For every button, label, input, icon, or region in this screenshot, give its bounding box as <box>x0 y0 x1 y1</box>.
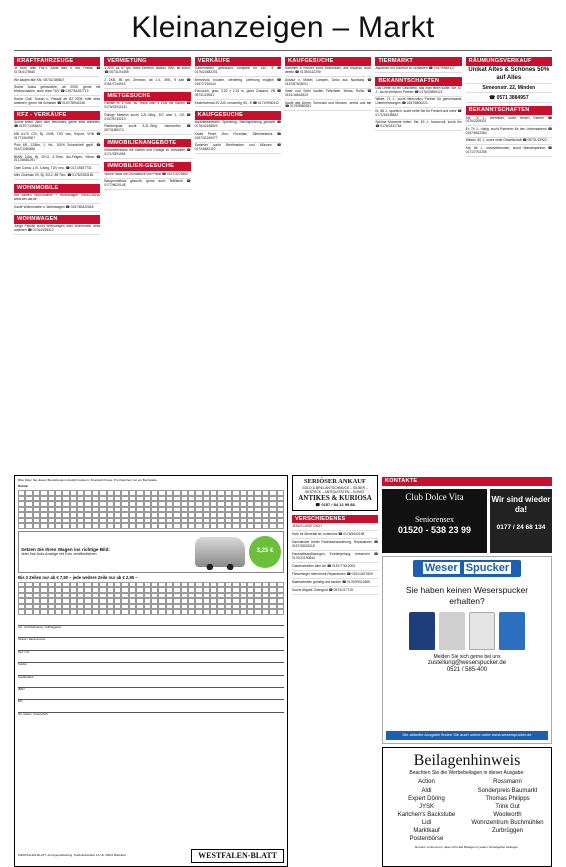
page-title: Kleinanzeigen – Markt <box>131 11 435 44</box>
club-phone: 01520 - 538 23 99 <box>397 524 472 535</box>
letter-cell[interactable] <box>158 523 165 529</box>
coupon-letter-grid[interactable] <box>18 490 284 529</box>
letter-cell[interactable] <box>48 609 55 615</box>
letter-cell[interactable] <box>99 523 106 529</box>
letter-cell[interactable] <box>99 609 106 615</box>
publisher-address: WESTFALEN-BLATT, Anzeigenabteilung, Sudbrackstraße 14-18, 33611 Bielefeld <box>18 853 126 858</box>
classified-ad: Sie, 66 J., naturverbunden, sucht Wanderpartner ☎ 0171/7702255 <box>466 147 552 157</box>
classified-ad: Suche Autos gebrauchte, ab 2005, gerne mit Motorschaden, auch ohne TÜV ☎ 0157/51287713 <box>14 86 100 96</box>
beilage-item <box>467 835 548 843</box>
wir-text: Wir sind wieder da! <box>491 494 551 514</box>
wir-ad <box>490 489 552 553</box>
beilagen-title: Beilagenhinweis <box>413 751 521 769</box>
coupon-letter-grid-2[interactable] <box>18 582 284 615</box>
beilage-item: Marktkauf <box>413 827 440 834</box>
classified-ad: Dachdecker bietet Flachdachsanierung, Reparaturen ☎ 0157/28033115 <box>292 541 378 551</box>
weserspucker-logo <box>413 560 521 577</box>
letter-cell[interactable] <box>225 523 232 529</box>
letter-cell[interactable] <box>18 609 25 615</box>
coupon-field[interactable] <box>18 693 284 703</box>
classified-ad: Je Auto, aller Fhz.v. Zahle faire u. bar. Preise. ☎ 0178/4175540 <box>14 67 100 77</box>
letter-cell[interactable] <box>92 523 99 529</box>
classified-ad: Er, 74 J., rüstig, sucht Partnerin für den Lebensabend ☎ 0157/6612384 <box>466 128 552 138</box>
letter-cell[interactable] <box>40 609 47 615</box>
classified-ad: Simeonstr. 22, Minden <box>466 85 552 93</box>
beilagen-subtitle: Beachten Sie die Werbebeilagen in dieser Ausgabe: <box>409 770 525 777</box>
coupon-field[interactable] <box>18 706 284 716</box>
coupon-field[interactable] <box>18 644 284 654</box>
letter-cell[interactable] <box>77 609 84 615</box>
beilage-item: Karlchen's Backstube <box>397 811 456 818</box>
classified-ad: Kaufe Wohnmobile u. Wohnwagen ☎ 0157/83422618 <box>14 206 100 212</box>
letter-cell[interactable] <box>203 609 210 615</box>
rubrik-label: Rubrik: <box>18 483 29 488</box>
beilage-item: Wohnzentrum Buchmühlen <box>471 819 544 826</box>
beilage-item: Expert Döring <box>408 795 445 802</box>
field-label: Kreditinstitut <box>18 674 34 679</box>
beilage-item: Thomas Philipps <box>485 795 530 802</box>
letter-cell[interactable] <box>173 609 180 615</box>
coupon-field[interactable] <box>18 619 284 629</box>
promo-title: Setzen Sie Ihren Wagen ins richtige Bild: <box>21 546 110 552</box>
letter-cell[interactable] <box>114 523 121 529</box>
letter-cell[interactable] <box>158 609 165 615</box>
letter-cell[interactable] <box>217 523 224 529</box>
classified-ad: Rentnerpaar sucht 3-Zi.-Whg., barrierefrei ☎ 05731/88174 <box>104 125 190 135</box>
letter-cell[interactable] <box>166 609 173 615</box>
classified-ad: JESUS LIEBT DICH <box>292 525 378 531</box>
classified-ad: Baugrundstück gesucht, gerne auch Teilfläche ☎ 0177/6620148 <box>104 180 190 190</box>
beilage-item: Woolworth <box>493 811 522 818</box>
letter-cell[interactable] <box>107 523 114 529</box>
beilage-item: Postenbörse <box>409 836 444 843</box>
letter-cell[interactable] <box>107 609 114 615</box>
classified-ad: Wir kaufen alle Kfz. 05731/186827 <box>14 79 100 85</box>
letter-cell[interactable] <box>195 523 202 529</box>
bin-icon <box>409 612 435 650</box>
section-heading: BEKANNTSCHAFTEN <box>375 77 461 86</box>
letter-cell[interactable] <box>48 523 55 529</box>
classified-ad: Suche Haus mit Grundstück von Privat ☎ 0157/3276600 <box>104 173 190 179</box>
field-line[interactable] <box>18 693 284 700</box>
letter-cell[interactable] <box>92 609 99 615</box>
field-line[interactable] <box>18 681 284 688</box>
classifieds-columns <box>14 55 552 475</box>
classified-ad: Witwe, 71 J., sucht liebevollen Partner für gemeinsame Unternehmungen ☎ 0157/8800221 <box>375 98 461 108</box>
weserspucker-ad <box>382 556 552 744</box>
bin-icon <box>439 612 465 650</box>
section-heading: RÄUMUNGSVERKAUF <box>466 57 552 66</box>
coupon-intro: Bitte füllen Sie diesen Bestellcoupon deutlich lesbar in Druckschrift aus. Pro Kästchen nur ein Buchstabe. <box>18 478 158 482</box>
field-label: IBAN <box>18 686 25 691</box>
field-label: Vor- und Nachname / Auftraggeber <box>18 624 62 629</box>
field-line[interactable] <box>18 631 284 638</box>
club-ad <box>382 489 487 553</box>
field-label: BIC <box>18 699 23 704</box>
letter-cell[interactable] <box>195 609 202 615</box>
classified-ad: Kaufe alte Uhren, Schmuck und Münzen, seriös und fair ☎ 0176/5580331 <box>285 102 371 112</box>
letter-cell[interactable] <box>121 523 128 529</box>
letter-cell[interactable] <box>40 523 47 529</box>
classified-column <box>195 55 281 475</box>
classified-ad: Haushaltsauflösungen, Entrümpelung, besenrein ☎ 0176/22190844 <box>292 553 378 563</box>
letter-cell[interactable] <box>181 609 188 615</box>
letter-cell[interactable] <box>84 609 91 615</box>
classified-ad: Ankauf v. Möbel, Lampen, Deko aus Nachlass ☎ 0157/87634001 <box>285 79 371 89</box>
classified-ad: Vater und Sohn kaufen Fahrräder, Mofas, Roller ☎ 0151/16644923 <box>285 90 371 100</box>
section-heading: VERMIETUNG <box>104 57 190 66</box>
bins-illustration <box>409 612 525 650</box>
section-heading: WOHNMOBILE <box>14 184 100 193</box>
section-heading-verschiedenes: VERSCHIEDENES <box>292 515 378 524</box>
beilagen-note: Es kann vorkommen, dass nicht alle Beilagen in jedem Verteilgebiet beiliegen. <box>415 845 519 850</box>
weser-phone: 0521 / 585-400 <box>446 667 488 674</box>
letter-cell[interactable] <box>262 609 269 615</box>
beilagen-box <box>382 747 552 867</box>
field-label: Ort, Datum, Unterschrift <box>18 711 48 716</box>
logo-part-b: Spucker <box>465 561 510 574</box>
letter-cell[interactable] <box>240 609 247 615</box>
letter-cell[interactable] <box>210 609 217 615</box>
letter-cell[interactable] <box>188 523 195 529</box>
classified-ad: Modelleisenbahn, Spielzeug, Blechspielzeug gesucht ☎ 0176/42198820 <box>195 121 281 131</box>
letter-cell[interactable] <box>277 523 284 529</box>
classified-ad: Mini Clubman 09, Bj. 2012, 88 Tkm, ☎ 0176/2283165 <box>14 174 100 180</box>
letter-cell[interactable] <box>62 523 69 529</box>
classified-ad: Brennholz, trocken, ofenfertig, Lieferung möglich ☎ 0157/7210044 <box>195 79 281 89</box>
section-heading: WOHNWAGEN <box>14 215 100 224</box>
section-heading: IMMOBILIENANGEBOTE <box>104 139 190 148</box>
classified-ad: Opel Corsa, 1.0l, 3-türig, TÜV neu, ☎ 0171/5527731 <box>14 167 100 173</box>
field-line[interactable] <box>18 669 284 676</box>
bin-icon <box>499 612 525 650</box>
classified-ad: Aquarium mit Zubehör zu verkaufen ☎ 0157/9982417 <box>375 67 461 73</box>
letter-cell[interactable] <box>232 523 239 529</box>
coupon-field[interactable] <box>18 681 284 691</box>
classified-ad: Unikat Altes & Schönes 50% auf Alles <box>466 67 552 83</box>
right-column <box>382 475 552 867</box>
field-label: PLZ / Ort <box>18 649 30 654</box>
classified-ad: Schöne Momente teilen: Sie, 63 J., humorvoll, sucht Ihn ☎ 0176/2331764 <box>375 121 461 131</box>
service-column <box>292 475 378 867</box>
field-label: Straße / Hausnummer <box>18 637 46 642</box>
letter-cell[interactable] <box>129 523 136 529</box>
letter-cell[interactable] <box>247 609 254 615</box>
classified-ad: ☎ 0571 3884957 <box>466 95 552 103</box>
beilage-item: Action <box>418 779 435 786</box>
beilage-item: Sonderpreis Baumarkt <box>477 787 538 794</box>
section-heading: VERKÄUFE <box>195 57 281 66</box>
weser-footer[interactable]: Die aktuelle Ausgabe finden Sie auch online unter www.weserspucker.de <box>386 731 548 740</box>
weser-contact-intro: Melden Sie sich gerne bei uns <box>433 653 501 660</box>
letter-cell[interactable] <box>55 609 62 615</box>
classified-ad: Kaufe Pelze, Zinn, Porzellan, Silberbesteck ☎ 0157/31240077 <box>195 133 281 143</box>
classified-ad: Polo 6R, 12/Bm, 1. Hd., 100% Scheckheft gepfl. ☎ 0157/1284466 <box>14 144 100 154</box>
letter-cell[interactable] <box>151 609 158 615</box>
letter-cell[interactable] <box>70 523 77 529</box>
letter-cell[interactable] <box>232 609 239 615</box>
letter-cell[interactable] <box>181 523 188 529</box>
kontakte-ads <box>382 489 552 553</box>
section-heading-kontakte: KONTAKTE <box>382 477 552 486</box>
section-heading: IMMOBILIEN-GESUCHE <box>104 162 190 171</box>
letter-cell[interactable] <box>25 609 32 615</box>
club-sub: Seniorensex <box>414 514 455 524</box>
weser-question: Sie haben keinen Weserspucker erhalten? <box>405 585 529 606</box>
letter-cell[interactable] <box>269 609 276 615</box>
price-badge: 3,25 € <box>249 536 281 568</box>
letter-cell[interactable] <box>77 523 84 529</box>
beilagen-list <box>386 778 548 843</box>
classified-ad: Malerarbeiten günstig und sauber ☎ 0176/99012655 <box>292 581 378 587</box>
ankauf-title: SERIÖSER ANKAUF <box>304 478 366 485</box>
classified-ad: Das Leben ist ein Geschenk, das man teilen sollte. Sie, 67 J., sucht ehrlichen Partner ☎ 0176/33890122 <box>375 87 461 97</box>
classified-ad: Eckcouch, grau, 3,20 x 2,10 m, guter Zustand, VB ☎ 05731/22081 <box>195 90 281 100</box>
classified-ad: Kinderfahrrad 20 Zoll, neuwertig, 60,- € ☎ 0171/9930412 <box>195 102 281 108</box>
bin-icon <box>469 612 495 650</box>
classified-ad: Gartenmöbel, gebraucht, komplett für 150,- € ☎ 0176/24482201 <box>195 67 281 77</box>
letter-cell[interactable] <box>203 523 210 529</box>
coupon-fields <box>18 617 284 716</box>
classified-ad: Gartenarbeiten aller Art ☎ 0157/77612003 <box>292 565 378 571</box>
section-heading: KFZ - VERKÄUFE <box>14 111 100 120</box>
field-line[interactable] <box>18 656 284 663</box>
title-divider <box>14 50 552 51</box>
letter-cell[interactable] <box>84 523 91 529</box>
logo-part-a: Weser <box>424 561 458 574</box>
ankauf-text: GOLD & BRILLANTSCHMUCK – SILBER – BESTECK – ANTIQUITÄTEN – KUNST <box>302 485 368 495</box>
classified-column <box>466 55 552 475</box>
classified-column <box>285 55 371 475</box>
lower-section <box>14 475 552 867</box>
letter-cell[interactable] <box>33 609 40 615</box>
letter-cell[interactable] <box>114 609 121 615</box>
promo-text: Jetzt Ihre Auto-Anzeige mit Foto veröffentlichen <box>21 552 97 557</box>
club-name: Club Dolce Vita <box>405 491 464 502</box>
section-heading: BEKANNTSCHAFTEN <box>466 106 552 115</box>
classified-ad: Fliesenleger übernimmt Reparaturen ☎ 0151/4427809 <box>292 573 378 579</box>
letter-cell[interactable] <box>18 523 25 529</box>
letter-cell[interactable] <box>136 609 143 615</box>
classified-ad: MB A170 CDI, Bj. 2008, TÜV neu, Export, VHB ☎ 01771/649307 <box>14 133 100 143</box>
beilage-item: Rossmann <box>493 779 522 786</box>
classified-ad: Hole Ihr Altmetall ab, kostenlos ☎ 0176/5442198 <box>292 533 378 539</box>
field-line[interactable] <box>18 644 284 651</box>
beilage-item: Trink Gut <box>495 803 520 810</box>
price-line: Bis 3 Zeilen nur ab € 7,90 – jede weitere Zeile nur ab € 2,95 – <box>18 574 138 580</box>
letter-cell[interactable] <box>240 523 247 529</box>
field-line[interactable] <box>18 706 284 713</box>
letter-cell[interactable] <box>33 523 40 529</box>
classified-ad: Sie, 70 J., verwitwet, sucht treuen Partner ☎ 0176/2209311 <box>466 117 552 127</box>
order-coupon <box>14 475 288 867</box>
coupon-field[interactable] <box>18 631 284 641</box>
car-photo-icon <box>195 537 245 567</box>
classified-ad: Witwer, 80 J., sucht nette Gesellschaft ☎ 05731/19922 <box>466 139 552 145</box>
beilage-item: Aldi <box>421 787 432 794</box>
letter-cell[interactable] <box>121 609 128 615</box>
field-label: Telefon <box>18 662 28 667</box>
letter-cell[interactable] <box>62 609 69 615</box>
classified-ad: Suche Golf, Touran u. Passat ab BJ 2005, bitte alles anbieten, gerne mit Schäden ☎ 0157/78942246 <box>14 98 100 108</box>
letter-cell[interactable] <box>277 609 284 615</box>
letter-cell[interactable] <box>173 523 180 529</box>
letter-cell[interactable] <box>151 523 158 529</box>
classified-ad: Sammler & Kenner sucht Motorräder, alte Mopeds, auch defekt ☎ 0178/6112290 <box>285 67 371 77</box>
classified-ad: Sammler sucht Briefmarken und Münzen ☎ 0172/8842110 <box>195 144 281 154</box>
weser-email[interactable]: zustellung@weserspucker.de <box>427 660 507 667</box>
section-heading: MIETGESUCHE <box>104 92 190 101</box>
section-heading: TIERMARKT <box>375 57 461 66</box>
letter-cell[interactable] <box>225 609 232 615</box>
letter-cell[interactable] <box>144 609 151 615</box>
letter-cell[interactable] <box>254 523 261 529</box>
beilage-item: Lidl <box>421 819 432 826</box>
letter-cell[interactable] <box>129 609 136 615</box>
letter-cell[interactable] <box>262 523 269 529</box>
letter-cell[interactable] <box>247 523 254 529</box>
classified-ad: Einfamilienhaus mit Garten und Garage zu verkaufen ☎ 0171/3391054 <box>104 149 190 159</box>
letter-cell[interactable] <box>55 523 62 529</box>
classified-ad: Wir kaufen Wohnmobile + Wohnwagen 03944-36160 www.wm-aw.de <box>14 194 100 204</box>
verschiedenes-list <box>292 525 378 595</box>
beilage-item: JYSK <box>418 803 434 810</box>
classified-ad: Suche Altgold, Zahngold ☎ 05731/17725 <box>292 589 378 595</box>
section-heading: KAUFGESUCHE <box>285 57 371 66</box>
ankauf-sub: ANTIKES & KURIOSA <box>298 494 372 503</box>
beilage-item: Zurbrüggen <box>491 827 524 834</box>
classified-ad: Er, 58 J., sportlich, sucht nette Sie für Freizeit und mehr ☎ 0171/44038812 <box>375 110 461 120</box>
classified-ad: 3 ZKB, ca. 67 qm, Nähe Zentrum, Balkon, EBK, ab sofort, ☎ 05731/24459 <box>104 67 190 77</box>
classified-ad: Suche ehem. Alter oder Mercedes, gerne alles anbieten, ☎ 0157/71345522 <box>14 121 100 131</box>
letter-cell[interactable] <box>217 609 224 615</box>
letter-cell[interactable] <box>70 609 77 615</box>
letter-cell[interactable] <box>144 523 151 529</box>
classified-ad: Junge Familie sucht Wohnwagen oder Wohnmobil, alles anbieten ☎ 0176/2155312 <box>14 225 100 235</box>
classified-column <box>14 55 100 475</box>
classified-column <box>375 55 461 475</box>
classified-ad: Ruhige Mieterin sucht 2-Zi.-Whg., EG oder 1. OG ☎ 0157/8733210 <box>104 114 190 124</box>
letter-cell[interactable] <box>269 523 276 529</box>
wir-phone: 0177 / 24 68 134 <box>496 524 546 532</box>
section-heading: KRAFTFAHRZEUGE <box>14 57 100 66</box>
letter-cell[interactable] <box>188 609 195 615</box>
section-heading: KAUFGESUCHE <box>195 111 281 120</box>
publisher-logo: WESTFALEN-BLATT <box>191 849 284 863</box>
letter-cell[interactable] <box>166 523 173 529</box>
ankauf-box <box>292 475 378 511</box>
classified-ad: BMW 116d, Bj. 2013, 3-Türer, Alu-Felgen, Klima ☎ 0172/6681291 <box>14 156 100 166</box>
classified-ad: 2 ZKB, 55 qm, Zentrum, ab 1.4., 395,- € kalt ☎ 0151/2744913 <box>104 79 190 89</box>
letter-cell[interactable] <box>254 609 261 615</box>
letter-cell[interactable] <box>25 523 32 529</box>
classified-ad: Familie m. 2 Kdn. su. Haus oder 4 ZKB mit Garten ☎ 0176/22911431 <box>104 102 190 112</box>
classified-column <box>104 55 190 475</box>
letter-cell[interactable] <box>210 523 217 529</box>
coupon-field[interactable] <box>18 656 284 666</box>
letter-cell[interactable] <box>136 523 143 529</box>
coupon-field[interactable] <box>18 669 284 679</box>
ankauf-phone: ☎ 0157 / 84 12 99 88 <box>315 501 355 507</box>
photo-promo <box>18 531 284 573</box>
